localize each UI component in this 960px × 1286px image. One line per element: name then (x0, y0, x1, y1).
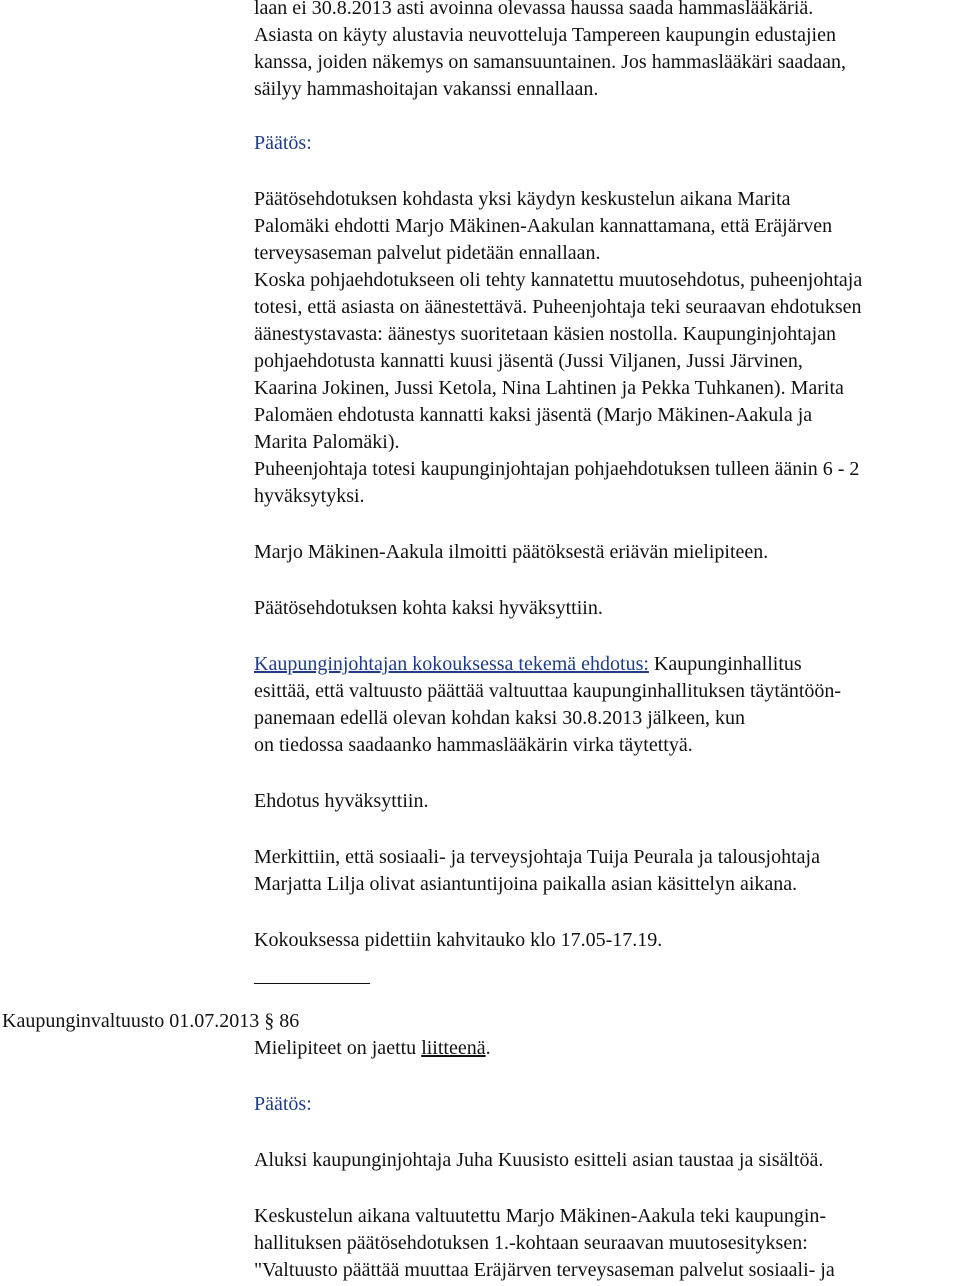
item-two-accepted: Päätösehdotuksen kohta kaksi hyväksyttiin. (254, 597, 603, 619)
intro-line: säilyy hammashoitajan vakanssi ennallaan. (254, 78, 599, 100)
opinions-suffix: . (485, 1037, 491, 1059)
mayor-proposal-text: Kaupunginhallitus (648, 653, 802, 675)
amendment-line: hallituksen päätösehdotuksen 1.-kohtaan seuraavan muutosesityksen: (254, 1232, 808, 1254)
decision-line: Puheenjohtaja totesi kaupunginjohtajan pohjaehdotuksen tulleen äänin 6 - 2 (254, 458, 860, 480)
experts-line: Merkittiin, että sosiaali- ja terveysjohtaja Tuija Peurala ja talousjohtaja (254, 846, 820, 868)
amendment-line: "Valtuusto päättää muuttaa Eräjärven terveysaseman palvelut sosiaali- ja (254, 1259, 835, 1281)
decision-line: Koska pohjaehdotukseen oli tehty kannatettu muutosehdotus, puheenjohtaja (254, 269, 863, 291)
decision-line: Palomäki ehdotti Marjo Mäkinen-Aakulan kannattamana, että Eräjärven (254, 215, 833, 237)
meeting-reference: Kaupunginvaltuusto 01.07.2013 § 86 (2, 1010, 300, 1032)
decision-line: Palomäen ehdotusta kannatti kaksi jäsentä (Marjo Mäkinen-Aakula ja (254, 404, 813, 426)
decision-line: totesi, että asiasta on äänestettävä. Puheenjohtaja teki seuraavan ehdotuksen (254, 296, 862, 318)
decision-line: Kaarina Jokinen, Jussi Ketola, Nina Lahtinen ja Pekka Tuhkanen). Marita (254, 377, 844, 399)
decision-line: pohjaehdotusta kannatti kuusi jäsentä (Jussi Viljanen, Jussi Järvinen, (254, 350, 803, 372)
decision-line: Päätösehdotuksen kohdasta yksi käydyn keskustelun aikana Marita (254, 188, 791, 210)
decision-line: hyväksytyksi. (254, 485, 365, 507)
coffee-break: Kokouksessa pidettiin kahvitauko klo 17.05-17.19. (254, 929, 663, 951)
section-divider (254, 983, 370, 984)
intro-line: laan ei 30.8.2013 asti avoinna olevassa haussa saada hammaslääkäriä. (254, 0, 814, 19)
intro-line: kanssa, joiden näkemys on samansuuntainen. Jos hammaslääkäri saadaan, (254, 51, 847, 73)
intro-line: Asiasta on käyty alustavia neuvotteluja Tampereen kaupungin edustajien (254, 24, 836, 46)
dissent-text: Marjo Mäkinen-Aakula ilmoitti päätöksestä eriävän mielipiteen. (254, 541, 769, 563)
mayor-proposal-line: on tiedossa saadaanko hammaslääkärin virka täytettyä. (254, 734, 693, 756)
decision-heading: Päätös: (254, 132, 312, 154)
decision-line: äänestystavasta: äänestys suoritetaan käsien nostolla. Kaupunginjohtajan (254, 323, 837, 345)
mayor-proposal-label: Kaupunginjohtajan kokouksessa tekemä ehdotus: (254, 653, 649, 675)
amendment-line: Keskustelun aikana valtuutettu Marjo Mäkinen-Aakula teki kaupungin- (254, 1205, 827, 1227)
decision-line: Marita Palomäki). (254, 431, 400, 453)
mayor-proposal-line: esittää, että valtuusto päättää valtuuttaa kaupunginhallituksen täytäntöön- (254, 680, 842, 702)
experts-line: Marjatta Lilja olivat asiantuntijoina paikalla asian käsittelyn aikana. (254, 873, 798, 895)
opinions-text: Mielipiteet on jaettu (254, 1037, 422, 1059)
attachment-link[interactable]: liitteenä (421, 1037, 486, 1059)
proposal-accepted: Ehdotus hyväksyttiin. (254, 790, 429, 812)
mayor-intro: Aluksi kaupunginjohtaja Juha Kuusisto esitteli asian taustaa ja sisältöä. (254, 1149, 824, 1171)
mayor-proposal-line (254, 651, 954, 678)
decision-heading: Päätös: (254, 1093, 312, 1115)
decision-line: terveysaseman palvelut pidetään ennallaan. (254, 242, 601, 264)
mayor-proposal-line: panemaan edellä olevan kohdan kaksi 30.8.2013 jälkeen, kun (254, 707, 745, 729)
opinions-line (254, 1035, 954, 1062)
